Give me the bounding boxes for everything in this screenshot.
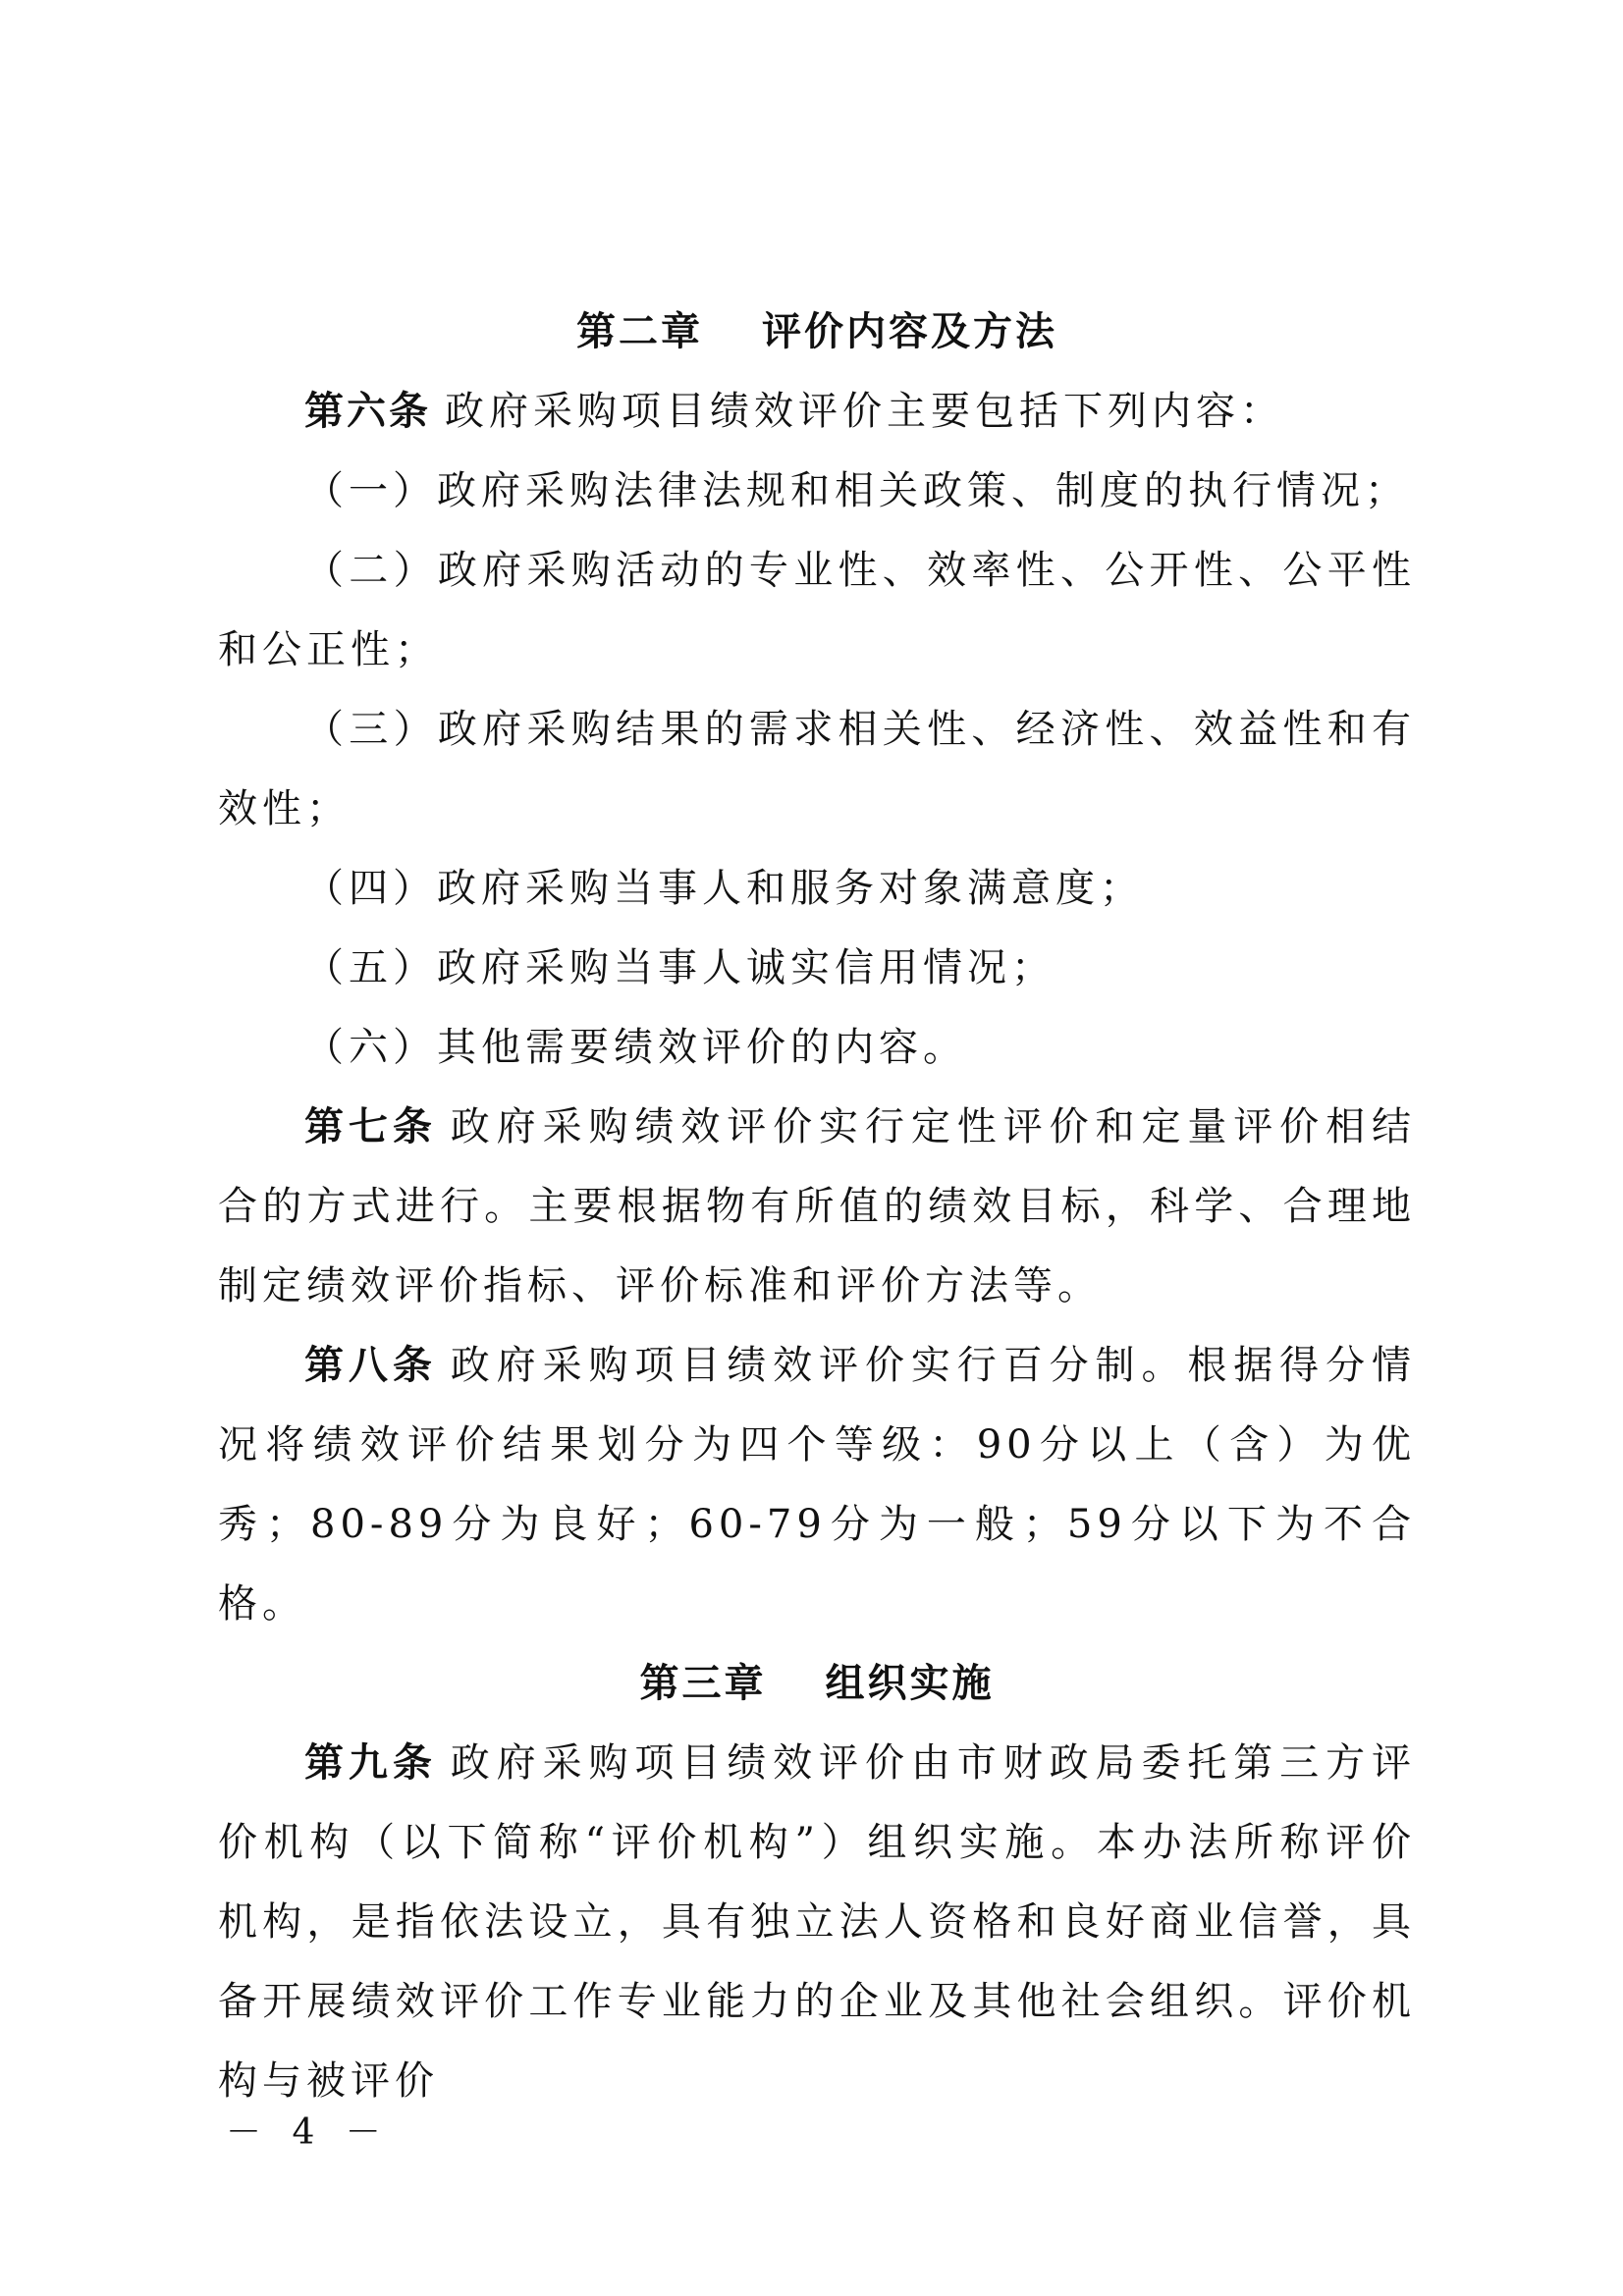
chapter-heading-2: [218, 293, 1416, 372]
chapter-heading-3: [218, 1644, 1416, 1724]
article-text: 政府采购项目绩效评价由市财政局委托第三方评价机构（以下简称“评价机构”）组织实施。本办法所称评价机构，是指依法设立，具有独立法人资格和良好商业信誉，具备开展绩效评价工作专业能力的企业及其他社会组织。评价机构与被评价: [218, 1740, 1417, 2104]
chapter-title: 评价内容及方法: [762, 309, 1057, 354]
article-6: [218, 372, 1416, 452]
article-text: 政府采购项目绩效评价实行百分制。根据得分情况将绩效评价结果划分为四个等级：90分以上（含）为优秀；80-89分为良好；60-79分为一般；59分以下为不合格。: [218, 1343, 1417, 1627]
article-6-item-2: （二）政府采购活动的专业性、效率性、公开性、公平性和公正性；: [218, 548, 1416, 672]
chapter-label: 第三章: [639, 1661, 767, 1706]
article-text: 政府采购项目绩效评价主要包括下列内容：: [445, 389, 1284, 434]
article-6-item-4: （四）政府采购当事人和服务对象满意度；: [304, 866, 1144, 911]
document-body: [218, 293, 1416, 2121]
article-label: 第六条: [304, 389, 431, 434]
page-number: － 4 －: [226, 2112, 391, 2153]
article-6-item-5: （五）政府采购当事人诚实信用情况；: [304, 945, 1055, 990]
article-label: 第七条: [304, 1104, 437, 1149]
article-6-item-3: （三）政府采购结果的需求相关性、经济性、效益性和有效性；: [218, 707, 1416, 831]
article-text: 政府采购绩效评价实行定性评价和定量评价相结合的方式进行。主要根据物有所值的绩效目标，科学、合理地制定绩效评价指标、评价标准和评价方法等。: [218, 1104, 1417, 1308]
article-6-item-1: （一）政府采购法律法规和相关政策、制度的执行情况；: [304, 468, 1409, 513]
article-label: 第八条: [304, 1343, 437, 1388]
article-8: [218, 1326, 1416, 1644]
article-9: [218, 1724, 1416, 2121]
chapter-title: 组织实施: [825, 1661, 995, 1706]
article-7: [218, 1088, 1416, 1326]
chapter-label: 第二章: [576, 309, 703, 354]
article-6-item-6: （六）其他需要绩效评价的内容。: [304, 1025, 967, 1070]
article-label: 第九条: [304, 1740, 437, 1786]
